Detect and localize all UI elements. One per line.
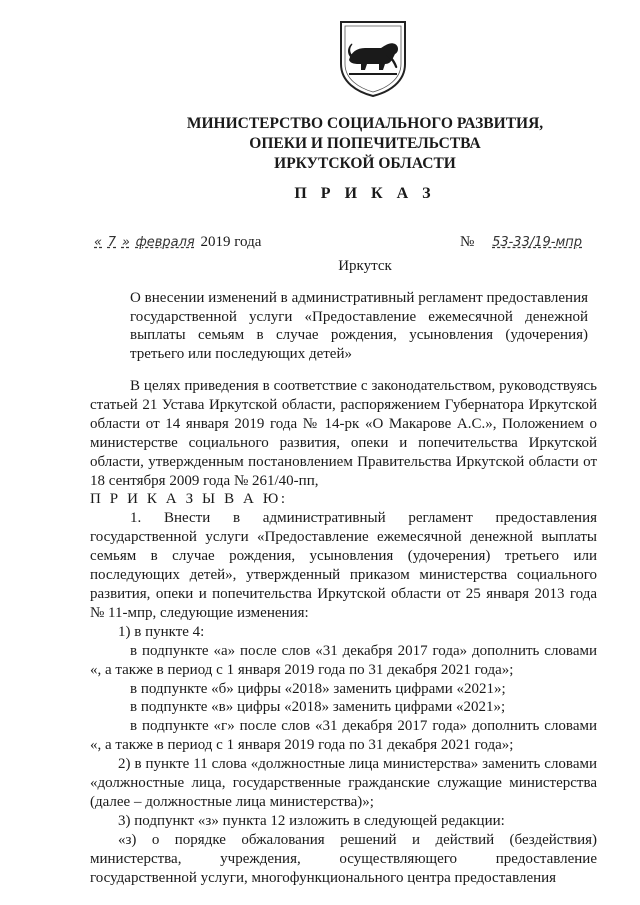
sub-item-3: 3) подпункт «з» пункта 12 изложить в следующей редакции: — [118, 812, 505, 829]
sub-item-2: 2) в пункте 11 слова «должностные лица министерства» заменить словами «должностные лица, государственные гражданские служащие министерства (далее – должностные лица министерства)»; — [90, 756, 597, 810]
number-value: 53-33/19-мпр — [492, 235, 583, 250]
ministry-name — [150, 114, 580, 174]
order-subject: О внесении изменений в административный регламент предоставления государственной услуги «Предоставление ежемесячной денежной выплаты семьям в случае рождения, усыновления (удочерения) третьего или последующих детей» — [130, 290, 588, 362]
date-month: февраля — [135, 235, 195, 250]
city: Иркутск — [338, 258, 392, 274]
order-word: П Р И К А З Ы В А Ю: — [90, 491, 288, 508]
date-open-quote: « — [94, 235, 103, 250]
order-body — [90, 377, 597, 887]
date-close-quote: » — [121, 235, 130, 250]
order-title: П Р И К А З — [294, 185, 436, 202]
date-day: 7 — [107, 235, 117, 250]
sub-item-3z: «з) о порядке обжалования решений и действий (бездействия) министерства, учреждения, осуществляющего предоставление государственной услуги, многофункционального центра предоставления — [90, 831, 597, 886]
sub-item-1v: в подпункте «в» цифры «2018» заменить цифрами «2021»; — [130, 699, 506, 716]
sub-item-1b: в подпункте «б» цифры «2018» заменить цифрами «2021»; — [130, 680, 506, 697]
date-year: 2019 года — [200, 234, 262, 250]
order-number — [460, 234, 582, 251]
irkutsk-coat-of-arms-icon — [335, 18, 411, 98]
sub-item-1: 1) в пункте 4: — [118, 623, 205, 640]
ministry-line-3: ИРКУТСКОЙ ОБЛАСТИ — [274, 155, 456, 172]
number-sign: № — [460, 234, 475, 250]
sub-item-1a: в подпункте «а» после слов «31 декабря 2017 года» дополнить словами «, а также в период с 1 января 2019 года по 31 декабря 2021 года»; — [90, 642, 597, 678]
preamble-paragraph: В целях приведения в соответствие с законодательством, руководствуясь статьей 21 Устава Иркутской области, распоряжением Губернатора Иркутской области от 14 января 2019 года № 14-рк «О Макарове А.С.», Положением о министерстве социального развития, опеки и попечительства Иркутской области, утвержденным постановлением Правительства Иркутской области от 18 сентября 2009 года № 261/40-пп, — [90, 378, 597, 489]
item-1-paragraph: 1. Внести в административный регламент предоставления государственной услуги «Предоставление ежемесячной денежной выплаты семьям в случае рождения, усыновления (удочерения) третьего или последующих детей», утвержденный приказом министерства социального развития, опеки и попечительства Иркутской области от 25 января 2013 года № 11-мпр, следующие изменения: — [90, 510, 597, 621]
order-date — [94, 234, 261, 251]
ministry-line-1: МИНИСТЕРСТВО СОЦИАЛЬНОГО РАЗВИТИЯ, — [186, 115, 544, 132]
sub-item-1g: в подпункте «г» после слов «31 декабря 2017 года» дополнить словами «, а также в период с 1 января 2019 года по 31 декабря 2021 года»; — [90, 718, 597, 754]
ministry-line-2: ОПЕКИ И ПОПЕЧИТЕЛЬСТВА — [249, 135, 481, 152]
